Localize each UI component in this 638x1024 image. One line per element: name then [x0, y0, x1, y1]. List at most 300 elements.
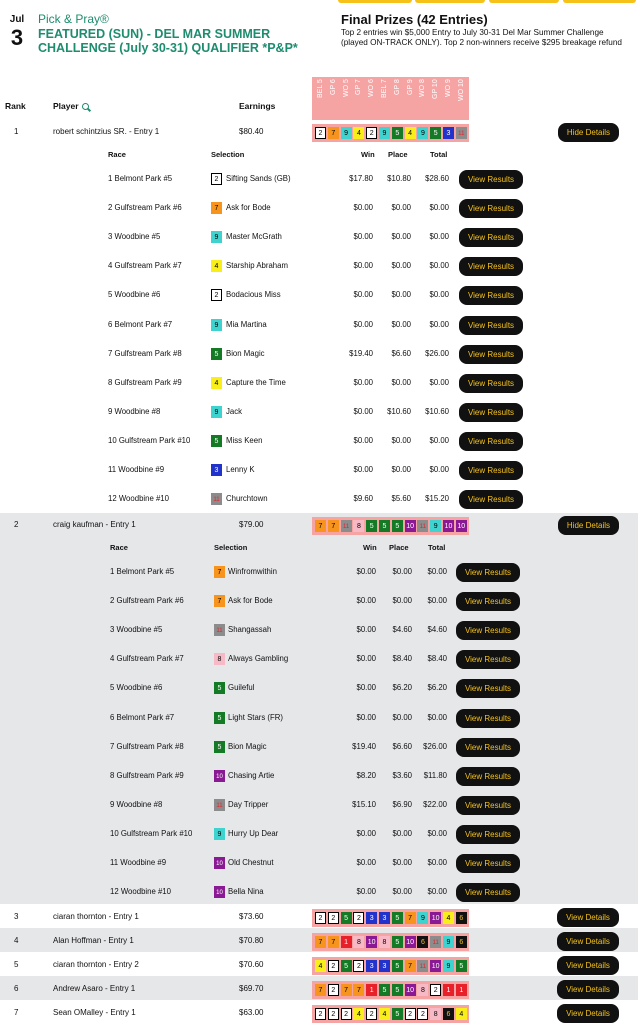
- contest-title: FEATURED (SUN) - DEL MAR SUMMER CHALLENGE (July 30-31) QUALIFIER *P&P*: [38, 27, 298, 55]
- view-results-button[interactable]: View Results: [456, 592, 520, 611]
- detail-place: $6.60: [392, 741, 412, 751]
- entry-player[interactable]: ciaran thornton - Entry 1: [53, 912, 139, 921]
- detail-race: 2 Gulfstream Park #6: [108, 203, 182, 213]
- detail-place: $6.20: [392, 683, 412, 693]
- detail-row: [0, 566, 638, 580]
- selection-badge: 7: [341, 984, 352, 996]
- entry-earnings: $70.80: [239, 936, 264, 945]
- detail-horse: Shangassah: [228, 625, 272, 635]
- detail-horse: Starship Abraham: [226, 261, 288, 271]
- selection-badge: 9: [341, 127, 352, 139]
- detail-row: [0, 857, 638, 871]
- detail-race: 11 Woodbine #9: [110, 858, 167, 867]
- detail-total: $15.20: [425, 494, 449, 504]
- detail-win: $15.10: [352, 799, 376, 809]
- detail-total: $26.00: [425, 348, 449, 358]
- view-details-button[interactable]: View Details: [557, 908, 619, 927]
- race-column-header: WO 5: [342, 79, 350, 97]
- selection-badge: 1: [443, 984, 454, 996]
- detail-place: $0.00: [391, 435, 411, 445]
- selection-badge: 2: [315, 912, 326, 924]
- selection-badge: 11: [214, 624, 225, 636]
- entry-earnings: $69.70: [239, 984, 264, 993]
- view-results-button[interactable]: View Results: [459, 170, 523, 189]
- prize-description: Top 2 entries win $5,000 Entry to July 30-31 Del Mar Summer Challenge (played ON-TRACK ONLY). Top 2 non-winners receive $295 breakage refund: [341, 28, 622, 47]
- race-column-header: WO 8: [419, 79, 427, 97]
- detail-win: $0.00: [353, 319, 373, 329]
- detail-race: 6 Belmont Park #7: [108, 319, 173, 329]
- detail-race: 1 Belmont Park #5: [108, 174, 173, 183]
- detail-total: $0.00: [429, 465, 449, 474]
- contest-date: [6, 14, 28, 49]
- selection-badge: 10: [443, 520, 454, 532]
- detail-row: [0, 770, 638, 784]
- entry-rank: 7: [14, 1008, 19, 1017]
- detail-race: 4 Gulfstream Park #7: [110, 654, 184, 664]
- race-column-header: GP 9: [406, 79, 414, 95]
- detail-row: [0, 464, 638, 478]
- leaderboard-row: [0, 517, 638, 535]
- leaderboard-row: [0, 1005, 638, 1023]
- detail-row: [0, 319, 638, 333]
- top-tab-strip: [338, 0, 638, 4]
- selection-badge: 9: [211, 319, 222, 331]
- selection-badge: 10: [456, 520, 467, 532]
- detail-place: $6.90: [392, 799, 412, 809]
- entry-selections: [312, 909, 469, 927]
- selection-badge: 10: [405, 520, 416, 532]
- detail-win: $0.00: [353, 290, 373, 300]
- detail-race: 7 Gulfstream Park #8: [110, 741, 184, 751]
- selection-badge: 2: [366, 127, 377, 139]
- entry-player[interactable]: Sean OMalley - Entry 1: [53, 1008, 136, 1017]
- selection-badge: 2: [328, 1008, 339, 1020]
- detail-place: $10.80: [387, 174, 411, 183]
- entry-rank: 1: [14, 127, 19, 136]
- detail-race: 5 Woodbine #6: [108, 290, 161, 300]
- entry-selections: [312, 957, 469, 975]
- selection-badge: 4: [211, 260, 222, 272]
- selection-badge: 5: [214, 741, 225, 753]
- detail-win: $0.00: [356, 828, 376, 838]
- detail-place: $0.00: [392, 828, 412, 838]
- top-tab[interactable]: [489, 0, 559, 3]
- view-results-button[interactable]: View Results: [456, 563, 520, 582]
- selection-badge: 6: [443, 1008, 454, 1020]
- detail-row: [0, 799, 638, 813]
- selection-badge: 7: [328, 936, 339, 948]
- detail-win: $8.20: [356, 770, 376, 780]
- selection-badge: 2: [417, 1008, 428, 1020]
- view-results-button[interactable]: View Results: [459, 374, 523, 393]
- detail-place: $8.40: [392, 654, 412, 664]
- selection-badge: 10: [405, 936, 416, 948]
- detail-horse: Lenny K: [226, 465, 255, 474]
- detail-place-header: Place: [389, 543, 409, 552]
- hide-details-button[interactable]: Hide Details: [558, 123, 619, 142]
- selection-badge: 11: [341, 520, 352, 532]
- detail-race: 4 Gulfstream Park #7: [108, 261, 182, 271]
- entry-earnings: $70.60: [239, 960, 264, 969]
- selection-badge: 2: [353, 960, 364, 972]
- selection-badge: 5: [379, 984, 390, 996]
- race-column-header: BEL 7: [381, 79, 388, 98]
- detail-race: 8 Gulfstream Park #9: [108, 377, 182, 387]
- view-details-button[interactable]: View Details: [557, 980, 619, 999]
- view-results-button[interactable]: View Results: [459, 345, 523, 364]
- entry-selections: [312, 933, 469, 951]
- player-header-label: Player: [53, 101, 79, 111]
- detail-win: $0.00: [353, 435, 373, 445]
- detail-row: [0, 653, 638, 667]
- selection-badge: 7: [315, 520, 326, 532]
- detail-win: $0.00: [356, 712, 376, 722]
- detail-win: $19.40: [349, 348, 373, 358]
- view-results-button[interactable]: View Results: [459, 286, 523, 305]
- detail-total: $0.00: [429, 435, 449, 445]
- detail-win: $0.00: [356, 858, 376, 867]
- detail-row: [0, 624, 638, 638]
- selection-badge: 2: [211, 289, 222, 301]
- selection-badge: 6: [417, 936, 428, 948]
- entry-earnings: $80.40: [239, 127, 264, 136]
- detail-win: $0.00: [356, 625, 376, 635]
- detail-horse: Light Stars (FR): [228, 712, 284, 722]
- contest-month: Jul: [9, 14, 25, 25]
- detail-horse: Master McGrath: [226, 232, 282, 242]
- selection-badge: 1: [341, 936, 352, 948]
- selection-badge: 9: [430, 520, 441, 532]
- prize-heading: Final Prizes (42 Entries): [341, 12, 488, 27]
- leaderboard-row: [0, 909, 638, 927]
- detail-win: $0.00: [353, 465, 373, 474]
- top-tab[interactable]: [338, 0, 412, 3]
- selection-badge: 8: [214, 653, 225, 665]
- detail-place: $0.00: [392, 887, 412, 897]
- view-results-button[interactable]: View Results: [456, 650, 520, 669]
- detail-horse: Chasing Artie: [228, 770, 275, 780]
- race-column-header: GP 7: [355, 79, 363, 95]
- leaderboard-row: [0, 981, 638, 999]
- selection-badge: 4: [456, 1008, 467, 1020]
- detail-race: 7 Gulfstream Park #8: [108, 348, 182, 358]
- detail-row: [0, 231, 638, 245]
- view-results-button[interactable]: View Results: [456, 883, 520, 902]
- selection-badge: 9: [417, 912, 428, 924]
- view-results-button[interactable]: View Results: [456, 621, 520, 640]
- detail-place-header: Place: [388, 150, 408, 159]
- detail-race: 10 Gulfstream Park #10: [108, 435, 191, 445]
- detail-win: $0.00: [353, 203, 373, 213]
- selection-badge: 5: [392, 520, 403, 532]
- entry-rank: 2: [14, 520, 19, 529]
- view-results-button[interactable]: View Results: [459, 432, 523, 451]
- selection-badge: 3: [443, 127, 454, 139]
- detail-win: $0.00: [353, 232, 373, 242]
- entry-selections: [312, 124, 469, 142]
- selection-badge: 2: [315, 1008, 326, 1020]
- selection-badge: 4: [379, 1008, 390, 1020]
- selection-badge: 5: [392, 984, 403, 996]
- race-column-header: BEL 5: [317, 79, 324, 98]
- detail-total: $0.00: [429, 319, 449, 329]
- detail-place: $10.60: [387, 406, 411, 416]
- view-results-button[interactable]: View Results: [459, 490, 523, 509]
- detail-horse: Capture the Time: [226, 377, 286, 387]
- selection-badge: 2: [211, 173, 222, 185]
- selection-badge: 8: [430, 1008, 441, 1020]
- entry-earnings: $73.60: [239, 912, 264, 921]
- view-results-button[interactable]: View Results: [459, 257, 523, 276]
- detail-row: [0, 377, 638, 391]
- selection-badge: 2: [341, 1008, 352, 1020]
- detail-row: [0, 173, 638, 187]
- detail-horse: Jack: [226, 406, 243, 416]
- selection-badge: 2: [328, 912, 339, 924]
- view-results-button[interactable]: View Results: [459, 403, 523, 422]
- selection-badge: 7: [353, 984, 364, 996]
- detail-horse: Winfromwithin: [228, 567, 277, 576]
- selection-badge: 5: [211, 435, 222, 447]
- detail-horse: Always Gambling: [228, 654, 289, 664]
- detail-total: $0.00: [429, 232, 449, 242]
- view-details-button[interactable]: View Details: [557, 932, 619, 951]
- detail-horse: Bodacious Miss: [226, 290, 281, 300]
- detail-place: $4.60: [392, 625, 412, 635]
- selection-badge: 9: [443, 936, 454, 948]
- selection-badge: 5: [366, 520, 377, 532]
- detail-horse: Ask for Bode: [228, 596, 273, 606]
- view-results-button[interactable]: View Results: [456, 854, 520, 873]
- detail-race: 3 Woodbine #5: [108, 232, 161, 242]
- selection-badge: 2: [328, 984, 339, 996]
- detail-row: [0, 289, 638, 303]
- detail-place: $0.00: [391, 377, 411, 387]
- leaderboard-row: [0, 957, 638, 975]
- detail-win: $0.00: [353, 261, 373, 271]
- selection-badge: 10: [430, 960, 441, 972]
- view-results-button[interactable]: View Results: [456, 825, 520, 844]
- rank-column-header: Rank: [5, 101, 26, 111]
- detail-horse: Old Chestnut: [228, 858, 274, 867]
- entry-player[interactable]: ciaran thornton - Entry 2: [53, 960, 139, 969]
- selection-badge: 1: [456, 984, 467, 996]
- selection-badge: 3: [379, 912, 390, 924]
- entry-player[interactable]: craig kaufman - Entry 1: [53, 520, 136, 529]
- detail-place: $6.60: [391, 348, 411, 358]
- entry-earnings: $63.00: [239, 1008, 264, 1017]
- selection-badge: 2: [366, 1008, 377, 1020]
- detail-horse: Mia Martina: [226, 319, 267, 329]
- search-icon[interactable]: [82, 103, 89, 110]
- detail-race-header: Race: [110, 543, 128, 552]
- selection-badge: 11: [214, 799, 225, 811]
- detail-horse: Sifting Sands (GB): [226, 174, 291, 183]
- earnings-column-header: Earnings: [239, 101, 276, 111]
- player-column-header: [53, 101, 89, 111]
- detail-row: [0, 260, 638, 274]
- selection-badge: 5: [214, 682, 225, 694]
- detail-total: $0.00: [427, 858, 447, 867]
- top-tab[interactable]: [563, 0, 636, 3]
- detail-horse: Bion Magic: [226, 348, 265, 358]
- view-results-button[interactable]: View Results: [456, 679, 520, 698]
- selection-badge: 8: [353, 520, 364, 532]
- selection-badge: 10: [366, 936, 377, 948]
- selection-badge: 9: [417, 127, 428, 139]
- detail-win-header: Win: [363, 543, 377, 552]
- detail-win: $0.00: [356, 654, 376, 664]
- detail-race: 6 Belmont Park #7: [110, 712, 175, 722]
- selection-badge: 8: [353, 936, 364, 948]
- selection-badge: 5: [392, 936, 403, 948]
- detail-total: $10.60: [425, 406, 449, 416]
- race-column-header: GP 8: [393, 79, 401, 95]
- selection-badge: 7: [214, 595, 225, 607]
- selection-badge: 2: [430, 984, 441, 996]
- selection-badge: 5: [392, 960, 403, 972]
- selection-badge: 5: [392, 912, 403, 924]
- detail-horse: Churchtown: [226, 494, 268, 504]
- entry-selections: [312, 517, 469, 535]
- detail-row: [0, 886, 638, 900]
- selection-badge: 11: [211, 493, 222, 505]
- entry-player[interactable]: robert schintzius SR. - Entry 1: [53, 127, 160, 136]
- detail-race: 10 Gulfstream Park #10: [110, 828, 193, 838]
- detail-win-header: Win: [361, 150, 375, 159]
- view-results-button[interactable]: View Results: [456, 796, 520, 815]
- view-results-button[interactable]: View Results: [459, 228, 523, 247]
- hide-details-button[interactable]: Hide Details: [558, 516, 619, 535]
- selection-badge: 10: [405, 984, 416, 996]
- detail-win: $19.40: [352, 741, 376, 751]
- race-column-header: WO 6: [368, 79, 376, 97]
- selection-badge: 9: [379, 127, 390, 139]
- selection-badge: 2: [328, 960, 339, 972]
- detail-row: [0, 348, 638, 362]
- detail-win: $17.80: [349, 174, 373, 183]
- detail-race: 3 Woodbine #5: [110, 625, 163, 635]
- selection-badge: 5: [392, 1008, 403, 1020]
- selection-badge: 5: [456, 960, 467, 972]
- detail-place: $0.00: [391, 203, 411, 213]
- detail-row: [0, 712, 638, 726]
- detail-total: $0.00: [427, 567, 447, 576]
- detail-place: $0.00: [392, 858, 412, 867]
- detail-total: $0.00: [429, 203, 449, 213]
- selection-badge: 4: [443, 912, 454, 924]
- selection-badge: 3: [366, 912, 377, 924]
- view-results-button[interactable]: View Results: [459, 316, 523, 335]
- selection-badge: 11: [417, 520, 428, 532]
- detail-total: $0.00: [427, 596, 447, 606]
- detail-race-header: Race: [108, 150, 126, 159]
- selection-badge: 9: [211, 406, 222, 418]
- selection-badge: 3: [211, 464, 222, 476]
- detail-horse: Day Tripper: [228, 799, 269, 809]
- entry-player[interactable]: Andrew Asaro - Entry 1: [53, 984, 136, 993]
- race-column-headers: [312, 77, 469, 120]
- leaderboard-row: [0, 933, 638, 951]
- selection-badge: 9: [443, 960, 454, 972]
- detail-win: $0.00: [356, 683, 376, 693]
- selection-badge: 4: [353, 127, 364, 139]
- detail-race: 9 Woodbine #8: [110, 799, 163, 809]
- detail-place: $0.00: [391, 319, 411, 329]
- detail-row: [0, 741, 638, 755]
- game-name: Pick & Pray®: [38, 12, 109, 26]
- selection-badge: 8: [379, 936, 390, 948]
- contest-header: [38, 12, 328, 55]
- detail-place: $5.60: [391, 494, 411, 504]
- view-results-button[interactable]: View Results: [459, 199, 523, 218]
- race-column-header: WO 10: [457, 79, 465, 101]
- top-tab[interactable]: [415, 0, 485, 3]
- detail-place: $0.00: [391, 465, 411, 474]
- entry-selections: [312, 981, 469, 999]
- detail-row: [0, 435, 638, 449]
- detail-total: $22.00: [423, 799, 447, 809]
- selection-badge: 11: [456, 127, 467, 139]
- selection-badge: 1: [366, 984, 377, 996]
- selection-badge: 3: [379, 960, 390, 972]
- selection-badge: 7: [315, 936, 326, 948]
- entry-player[interactable]: Alan Hoffman - Entry 1: [53, 936, 134, 945]
- view-results-button[interactable]: View Results: [456, 738, 520, 757]
- detail-selection-header: Selection: [211, 150, 245, 159]
- detail-selection-header: Selection: [214, 543, 248, 552]
- detail-race: 9 Woodbine #8: [108, 406, 161, 416]
- selection-badge: 4: [353, 1008, 364, 1020]
- detail-place: $3.60: [392, 770, 412, 780]
- selection-badge: 7: [328, 127, 339, 139]
- selection-badge: 6: [456, 912, 467, 924]
- selection-badge: 6: [456, 936, 467, 948]
- entry-rank: 3: [14, 912, 19, 921]
- detail-row: [0, 828, 638, 842]
- detail-total-header: Total: [428, 543, 446, 552]
- detail-race: 12 Woodbine #10: [110, 887, 171, 897]
- view-details-button[interactable]: View Details: [557, 956, 619, 975]
- detail-row: [0, 595, 638, 609]
- view-results-button[interactable]: View Results: [456, 709, 520, 728]
- entry-earnings: $79.00: [239, 520, 264, 529]
- race-column-header: GP 6: [329, 79, 337, 95]
- selection-badge: 2: [353, 912, 364, 924]
- detail-win: $0.00: [356, 596, 376, 606]
- race-column-header: WO 9: [445, 79, 452, 97]
- detail-race: 8 Gulfstream Park #9: [110, 770, 184, 780]
- detail-total: $28.60: [425, 174, 449, 183]
- view-results-button[interactable]: View Results: [459, 461, 523, 480]
- detail-horse: Bella Nina: [228, 887, 264, 897]
- contest-day: 3: [10, 25, 24, 50]
- detail-total: $0.00: [427, 712, 447, 722]
- detail-win: $0.00: [356, 567, 376, 576]
- selection-badge: 4: [211, 377, 222, 389]
- selection-badge: 5: [214, 712, 225, 724]
- detail-total: $26.00: [423, 741, 447, 751]
- view-results-button[interactable]: View Results: [456, 767, 520, 786]
- detail-row: [0, 202, 638, 216]
- selection-badge: 9: [211, 231, 222, 243]
- race-column-header: GP 10: [432, 79, 440, 99]
- detail-total: $0.00: [429, 377, 449, 387]
- selection-badge: 5: [392, 127, 403, 139]
- view-details-button[interactable]: View Details: [557, 1004, 619, 1023]
- detail-total-header: Total: [430, 150, 448, 159]
- detail-place: $0.00: [392, 596, 412, 606]
